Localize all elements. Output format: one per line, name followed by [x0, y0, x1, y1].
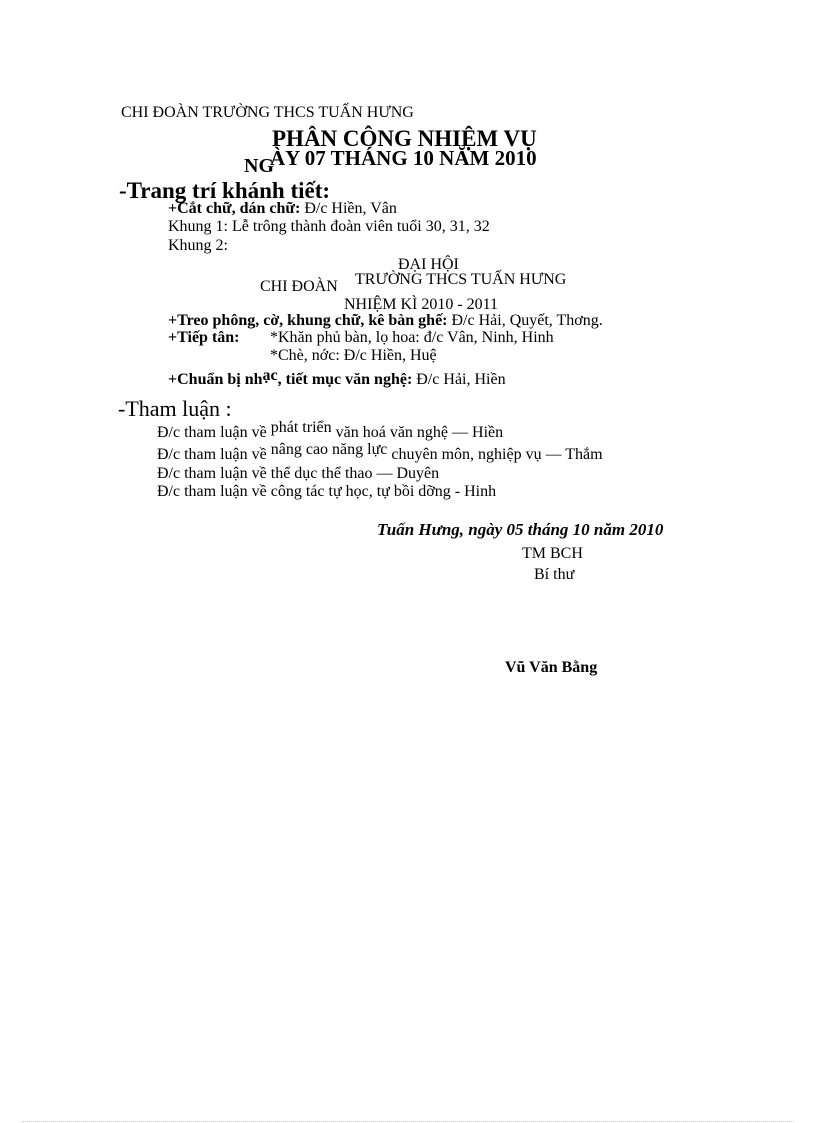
banner-term: NHIỆM KÌ 2010 - 2011 [344, 296, 499, 313]
page-bottom-divider [22, 1121, 794, 1122]
title-date-prefix: NG [244, 155, 274, 177]
banner-chi-doan: CHI ĐOÀN [260, 278, 338, 295]
task-cut-letters [168, 201, 397, 217]
signer-name: Vũ Văn Bằng [505, 659, 598, 676]
task-hang-backdrop [168, 313, 603, 329]
banner-school: TRƯỜNG THCS TUẤN HƯNG [355, 271, 567, 288]
signature-role: TM BCH [522, 545, 583, 562]
section-heading-decoration: -Trang trí khánh tiết: [119, 178, 331, 203]
frame-2-label: Khung 2: [168, 237, 228, 254]
task-label: +Treo phông, cờ, khung chữ, kê bàn ghế: [168, 312, 448, 329]
task-music: +Chuẩn bị nhạc, tiết mục văn nghệ: Đ/c Hải, Hiền [168, 367, 506, 388]
signature-title: Bí thư [534, 566, 575, 583]
frame-1-text: Khung 1: Lễ trông thành đoàn viên tuổi 30, 31, 32 [168, 218, 490, 235]
banner-line-1: ĐẠI HỘI [398, 256, 459, 273]
org-header: CHI ĐOÀN TRƯỜNG THCS TUẤN HƯNG [121, 104, 414, 121]
discussion-item: Đ/c tham luận về nâng cao năng lực chuyên môn, nghiệp vụ — Thắm [157, 441, 603, 463]
task-assignee: Đ/c Hiền, Vân [300, 200, 397, 217]
discussion-item: Đ/c tham luận về công tác tự học, tự bồi dỡng - Hinh [157, 483, 497, 500]
signature-date: Tuấn Hưng, ngày 05 tháng 10 năm 2010 [377, 520, 664, 539]
reception-item-1: *Khăn phủ bàn, lọ hoa: đ/c Vân, Ninh, Hinh [270, 329, 554, 346]
section-heading-discussion: -Tham luận : [118, 396, 232, 421]
document-title: PHÂN CÔNG NHIỆM VỤ [272, 126, 537, 151]
discussion-item: Đ/c tham luận về thể dục thể thao — Duyên [157, 465, 440, 482]
discussion-item: Đ/c tham luận về phát triển văn hoá văn nghệ — Hiền [157, 419, 504, 441]
task-assignee: Đ/c Hải, Quyết, Thơng. [447, 312, 603, 329]
task-reception-label: +Tiếp tân: [168, 329, 240, 346]
reception-item-2: *Chè, nớc: Đ/c Hiền, Huệ [270, 347, 437, 364]
task-label: +Cắt chữ, dán chữ: [168, 200, 301, 217]
title-date: ÀY 07 THÁNG 10 NĂM 2010 [270, 146, 537, 170]
